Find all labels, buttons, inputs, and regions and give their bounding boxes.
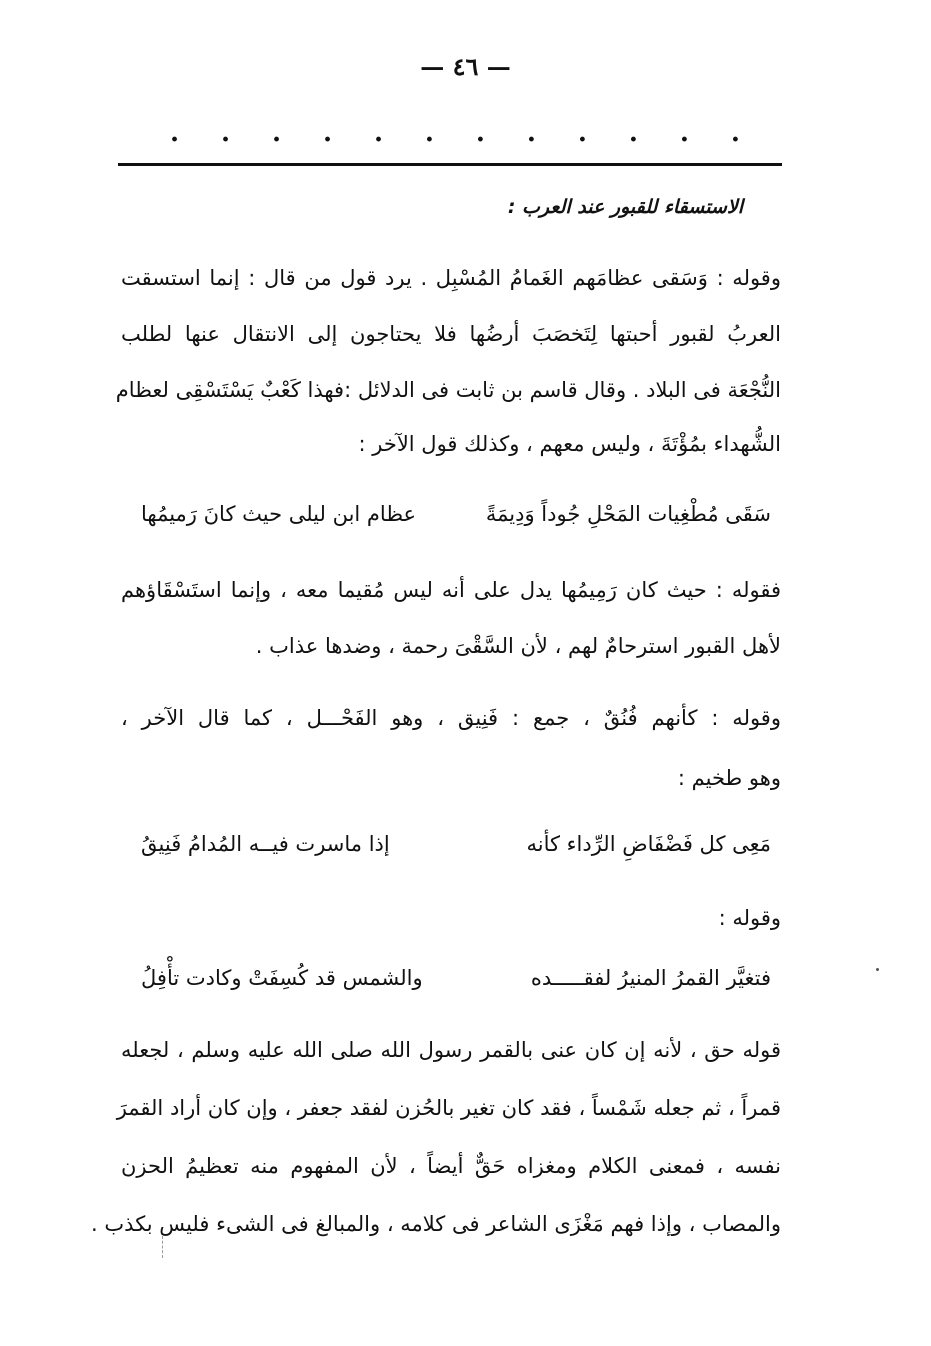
separator-dot: . — [271, 118, 282, 148]
verse-line — [141, 832, 771, 856]
text-line: والمصاب ، وإذا فهم مَغْزَى الشاعر فى كلامه ، والمبالغ فى الشىء فليس بكذب . — [91, 1212, 781, 1236]
separator-dot: . — [322, 118, 333, 148]
text-line: وقوله : — [718, 906, 781, 930]
separator-dot: . — [424, 118, 434, 148]
dotted-separator — [170, 120, 740, 146]
separator-dot: . — [170, 118, 180, 148]
verse-second-hemistich: إذا ماسرت فيــه المُدامُ فَنِيقُ — [141, 832, 390, 856]
text-line: الشُّهداء بمُؤْتَةَ ، وليس معهم ، وكذلك قول الآخر : — [358, 432, 781, 456]
verse-first-hemistich: سَقَى مُطْغِيات المَحْلِ جُوداً وَدِيمَةً — [485, 502, 771, 526]
horizontal-rule — [118, 163, 782, 166]
verse-second-hemistich: والشمس قد كُسِفَتْ وكادت تأْفِلُ — [141, 966, 423, 990]
section-heading: الاستسقاء للقبور عند العرب : — [507, 196, 743, 218]
verse-first-hemistich: مَعِى كل فَضْفَاضِ الرِّداء كأنه — [526, 832, 771, 856]
separator-dot: . — [373, 118, 383, 148]
scan-artifact — [162, 1236, 169, 1258]
separator-dot: . — [220, 118, 231, 148]
text-line: قمراً ، ثم جعله شَمْساً ، فقد كان تغير بالحُزن لفقد جعفر ، وإن كان أراد القمرَ — [116, 1096, 781, 1120]
verse-second-hemistich: عظام ابن ليلى حيث كانَ رَميمُها — [141, 502, 417, 526]
separator-dot: . — [577, 118, 587, 148]
text-line: فقوله : حيث كان رَمِيمُها يدل على أنه ليس مُقيما معه ، وإنما استَسْقَاؤهم — [121, 578, 781, 602]
separator-dot: . — [628, 118, 638, 148]
text-line: النُّجْعَة فى البلاد . وقال قاسم بن ثابت فى الدلائل :فهذا كَعْبٌ يَسْتَسْقِى لعظام — [115, 378, 781, 402]
separator-dot: . — [475, 118, 485, 148]
text-line: وهو طخيم : — [677, 766, 781, 790]
text-line: لأهل القبور استرحامٌ لهم ، لأن السَّقْىَ رحمة ، وضدها عذاب . — [255, 634, 781, 658]
separator-dot: . — [679, 118, 689, 148]
text-line: العربُ لقبور أحبتها لِتَخصَبَ أرضُها فلا يحتاجون إلى الانتقال عنها لطلب — [121, 322, 781, 346]
separator-dot: . — [730, 118, 740, 148]
text-line: وقوله : كأنهم فُنُقٌ ، جمع : فَنِيق ، وهو الفَحْـــل ، كما قال الآخر ، — [121, 706, 781, 730]
verse-line — [141, 966, 771, 990]
page-number: — ٤٦ — — [420, 52, 511, 81]
separator-dot: . — [526, 118, 536, 148]
verse-line — [141, 502, 771, 526]
text-line: قوله حق ، لأنه إن كان عنى بالقمر رسول الله صلى الله عليه وسلم ، لجعله — [121, 1038, 781, 1062]
verse-first-hemistich: فتغيَّر القمرُ المنيرُ لفقـــــده — [530, 966, 771, 990]
scan-speck — [876, 968, 879, 971]
text-line: نفسه ، فمعنى الكلام ومغزاه حَقٌّ أيضاً ، لأن المفهوم منه تعظيمُ الحزن — [121, 1154, 781, 1178]
text-line: وقوله : وَسَقى عظامَهم الغَمامُ المُسْبِل . يرد قول من قال : إنما استسقت — [121, 266, 781, 290]
